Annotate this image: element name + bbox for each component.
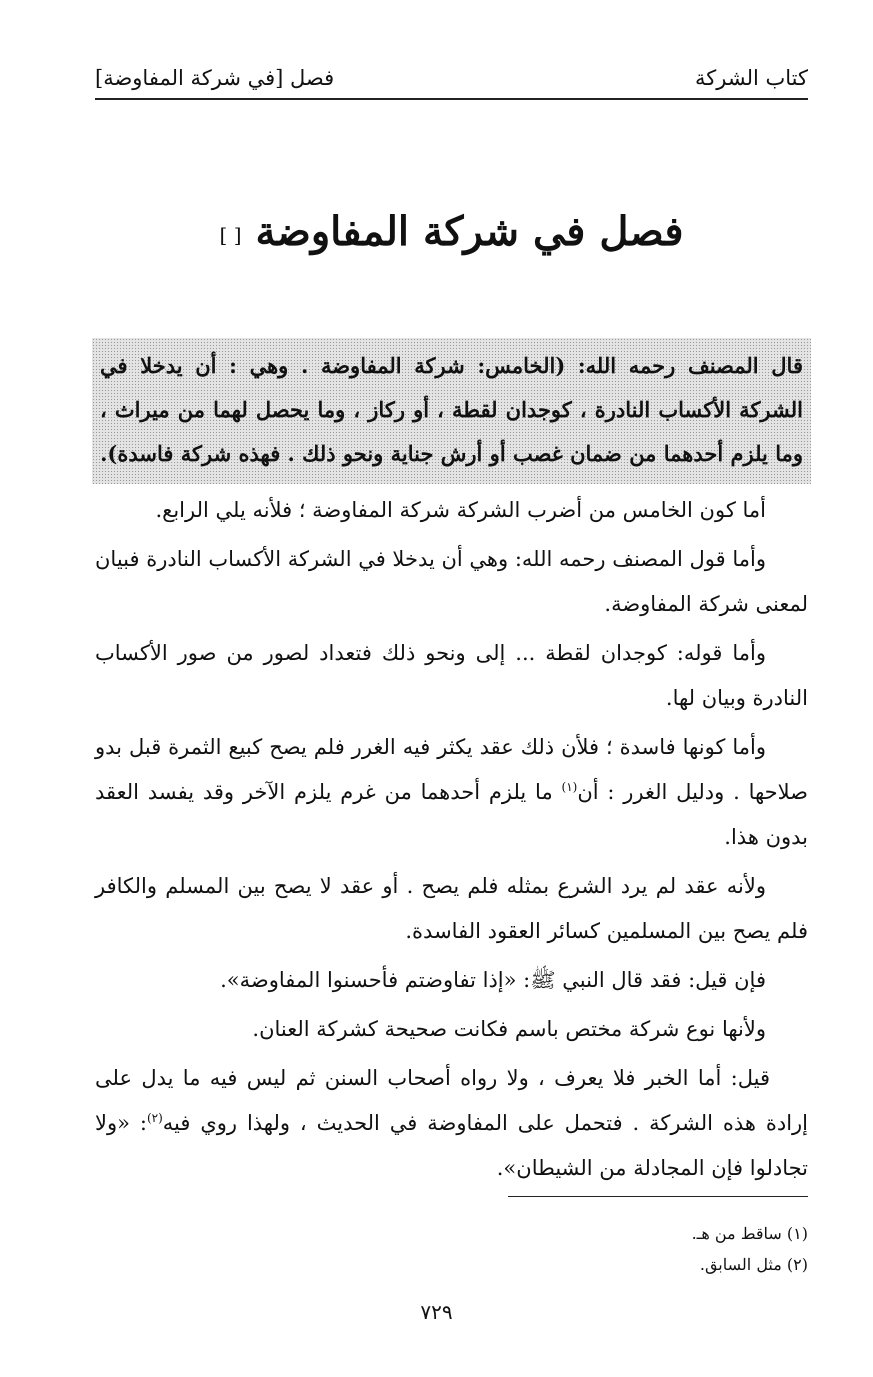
footnote-divider: [508, 1196, 808, 1197]
commentary-body: [95, 488, 808, 1195]
paragraph-5: ولأنه عقد لم يرد الشرع بمثله فلم يصح . أو عقد لا يصح بين المسلم والكافر فلم يصح بين المسلمين كسائر العقود الفاسدة.: [95, 874, 808, 943]
paragraph-3: وأما قوله: كوجدان لقطة ... إلى ونحو ذلك فتعداد لصور من صور الأكساب النادرة وبيان لها.: [95, 641, 808, 710]
paragraph-8-part-a: قيل: أما الخبر فلا يعرف ، ولا رواه أصحاب السنن ثم ليس فيه ما يدل على إرادة هذه الشركة . فتحمل على المفاوضة في الحديث ، ولهذا روي فيه: [95, 1066, 809, 1135]
footnote-2: (٢) مثل السابق.: [699, 1255, 808, 1274]
paragraph-4: [95, 725, 808, 860]
header-chapter-title: فصل [في شركة المفاوضة]: [95, 66, 335, 90]
paragraph-6: فإن قيل: فقد قال النبي ﷺ: «إذا تفاوضتم فأحسنوا المفاوضة».: [220, 968, 766, 992]
footnote-ref-1: (١): [561, 780, 578, 794]
quoted-matn-box: [92, 338, 811, 484]
paragraph-4-part-a: وأما كونها فاسدة ؛ فلأن ذلك عقد يكثر فيه الغرر فلم يصح كبيع الثمرة قبل بدو صلاحها . ودليل الغرر : أن: [95, 735, 809, 804]
paragraph-8-part-b: : «ولا تجادلوا فإن المجادلة من الشيطان».: [95, 1111, 808, 1180]
paragraph-4-part-b: ما يلزم أحدهما من غرم يلزم الآخر وقد يفسد العقد بدون هذا.: [95, 780, 808, 849]
footnotes: [95, 1218, 808, 1280]
chapter-title-bracket: [ ]: [219, 223, 242, 247]
chapter-title: [95, 208, 808, 255]
running-header: [95, 58, 808, 100]
chapter-title-text: فصل في شركة المفاوضة: [255, 208, 684, 255]
paragraph-1: أما كون الخامس من أضرب الشركة شركة المفاوضة ؛ فلأنه يلي الرابع.: [155, 498, 766, 522]
paragraph-7: ولأنها نوع شركة مختص باسم فكانت صحيحة كشركة العنان.: [252, 1017, 766, 1041]
matn-text: قال المصنف رحمه الله: (الخامس: شركة المفاوضة . وهي : أن يدخلا في الشركة الأكساب النادرة ، كوجدان لقطة ، أو ركاز ، وما يحصل لهما من ميراث ، وما يلزم أحدهما من ضمان غصب أو أرش جناية ونحو ذلك . فهذه شركة فاسدة).: [100, 353, 803, 466]
paragraph-8: [95, 1056, 808, 1191]
footnote-1: (١) ساقط من هـ.: [691, 1224, 808, 1243]
paragraph-2: وأما قول المصنف رحمه الله: وهي أن يدخلا في الشركة الأكساب النادرة فبيان لمعنى شركة المفاوضة.: [95, 547, 808, 616]
header-book-title: كتاب الشركة: [695, 66, 808, 90]
page-number: ٧٢٩: [420, 1300, 453, 1324]
footnote-ref-2: (٢): [146, 1111, 163, 1125]
